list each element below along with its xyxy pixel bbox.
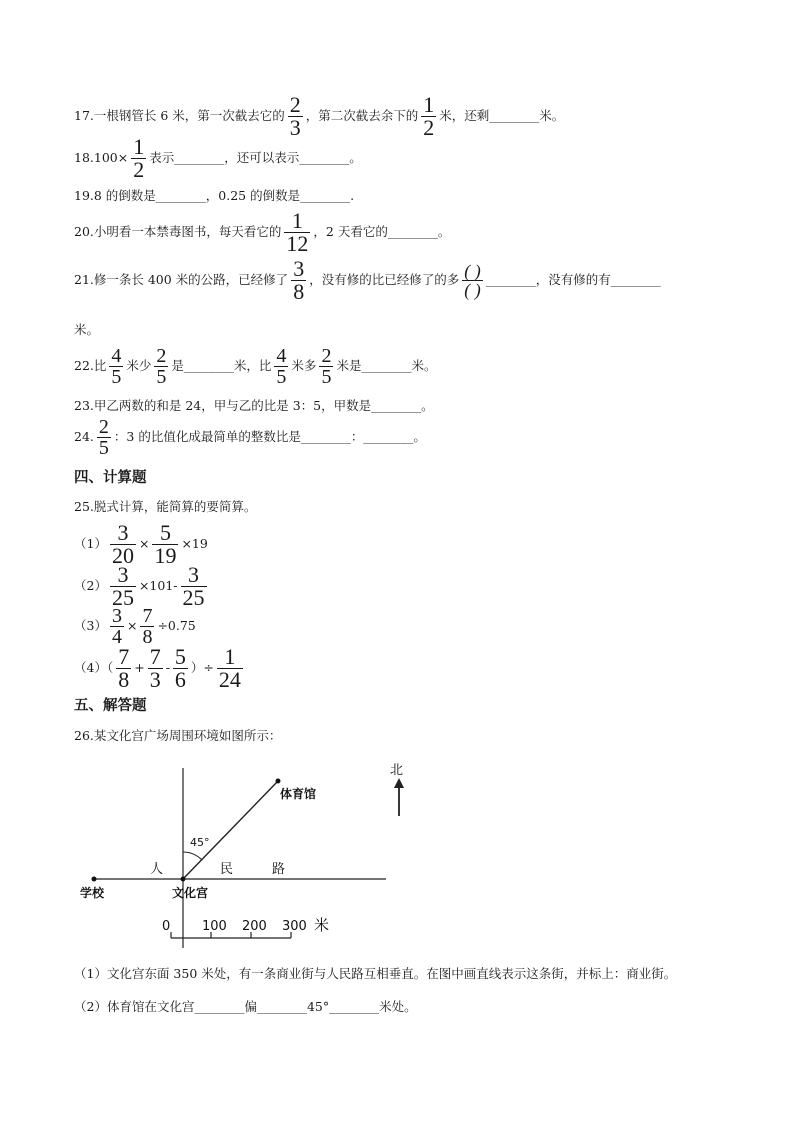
- fraction: $\frac{2}{5}$: [321, 345, 332, 388]
- section-title-solve: 五、解答题: [74, 698, 147, 714]
- fraction: $\frac{3}{25}$: [182, 562, 205, 610]
- road-label-3: 路: [272, 862, 286, 877]
- scale-label-0: 0: [162, 919, 171, 934]
- school-point: [92, 877, 97, 882]
- fraction: $\frac{7}{3}$: [149, 644, 161, 692]
- calc-1: （1） $\frac{3}{20}$ × $\frac{5}{19}$ ×19: [74, 520, 208, 568]
- angle-arc: [183, 852, 202, 860]
- question-17: 17.一根钢管长 6 米，第一次截去它的 $\frac{2}{3}$ ，第二次截去余下的 $\frac{1}{2}$ 米，还剩________米。: [74, 92, 565, 140]
- question-26-part-1: （1）文化宫东面 350 米处，有一条商业街与人民路互相垂直。在图中画直线表示这条街，并标上：商业街。: [74, 966, 677, 981]
- scale-label-100: 100: [202, 919, 227, 934]
- question-23: 23.甲乙两数的和是 24，甲与乙的比是 3：5，甲数是________。: [74, 398, 434, 413]
- fraction: $\frac{5}{6}$: [174, 644, 186, 692]
- question-24: 24. $\frac{2}{5}$ ：3 的比值化成最简单的整数比是________：________。: [74, 416, 426, 459]
- fraction: $\frac{4}{5}$: [276, 345, 287, 388]
- fraction: $\frac{4}{5}$: [111, 345, 122, 388]
- fraction: $\frac{1}{2}$: [423, 92, 435, 140]
- blank-fraction: ( ) ( ): [464, 261, 481, 300]
- question-22: 22.比 $\frac{4}{5}$ 米少 $\frac{2}{5}$ 是________米，比 $\frac{4}{5}$ 米多 $\frac{2}{5}$ 米是________米。: [74, 345, 437, 388]
- fraction: $\frac{1}{2}$: [133, 134, 145, 182]
- center-label: 文化宫: [172, 886, 209, 900]
- fraction: $\frac{2}{3}$: [289, 92, 301, 140]
- fraction: $\frac{2}{5}$: [156, 345, 167, 388]
- road-label-1: 人: [150, 862, 164, 877]
- question-26-part-2: （2）体育馆在文化宫________偏________45°________米处。: [74, 999, 417, 1014]
- fraction: $\frac{1}{12}$: [286, 208, 309, 256]
- fraction: $\frac{5}{19}$: [154, 520, 177, 568]
- fraction: $\frac{3}{4}$: [111, 605, 122, 648]
- fraction: $\frac{3}{25}$: [111, 562, 134, 610]
- calc-3: （3） $\frac{3}{4}$ × $\frac{7}{8}$ ÷0.75: [74, 605, 196, 648]
- question-21: 21.修一条长 400 米的公路，已经修了 $\frac{3}{8}$ ，没有修的比已经修了的多 ( ) ( ) ________，没有修的有________: [74, 256, 661, 304]
- gym-point: [276, 779, 281, 784]
- fraction: $\frac{2}{5}$: [98, 416, 109, 459]
- question-25: 25.脱式计算，能简算的要简算。: [74, 499, 257, 514]
- center-point: [181, 877, 186, 882]
- question-20: 20.小明看一本禁毒图书，每天看它的 $\frac{1}{12}$ ，2 天看它的________。: [74, 208, 451, 256]
- gym-label: 体育馆: [280, 787, 317, 801]
- scale-unit: 米: [314, 916, 330, 934]
- question-18: 18.100× $\frac{1}{2}$ 表示________，还可以表示________。: [74, 134, 362, 182]
- fraction: $\frac{3}{20}$: [111, 520, 134, 568]
- question-26: 26.某文化宫广场周围环境如图所示：: [74, 728, 282, 743]
- calc-2: （2） $\frac{3}{25}$ ×101- $\frac{3}{25}$: [74, 562, 205, 610]
- section-title-calc: 四、计算题: [74, 470, 147, 486]
- road-label-2: 民: [220, 862, 234, 877]
- scale-label-200: 200: [242, 919, 267, 934]
- north-arrowhead: [394, 778, 404, 788]
- map-diagram: [74, 752, 434, 952]
- fraction: $\frac{7}{8}$: [142, 605, 153, 648]
- question-19: 19.8 的倒数是________，0.25 的倒数是________.: [74, 188, 355, 203]
- angle-label: 45°: [190, 836, 210, 849]
- calc-4: （4）（ $\frac{7}{8}$ + $\frac{7}{3}$ - $\frac{5}{6}$ ）÷ $\frac{1}{24}$: [74, 644, 241, 692]
- north-label: 北: [390, 763, 404, 778]
- question-21-cont: 米。: [74, 322, 100, 337]
- fraction: $\frac{3}{8}$: [293, 256, 305, 304]
- scale-label-300: 300: [282, 919, 307, 934]
- fraction: $\frac{1}{24}$: [218, 644, 241, 692]
- fraction: $\frac{7}{8}$: [118, 644, 130, 692]
- school-label: 学校: [80, 886, 105, 900]
